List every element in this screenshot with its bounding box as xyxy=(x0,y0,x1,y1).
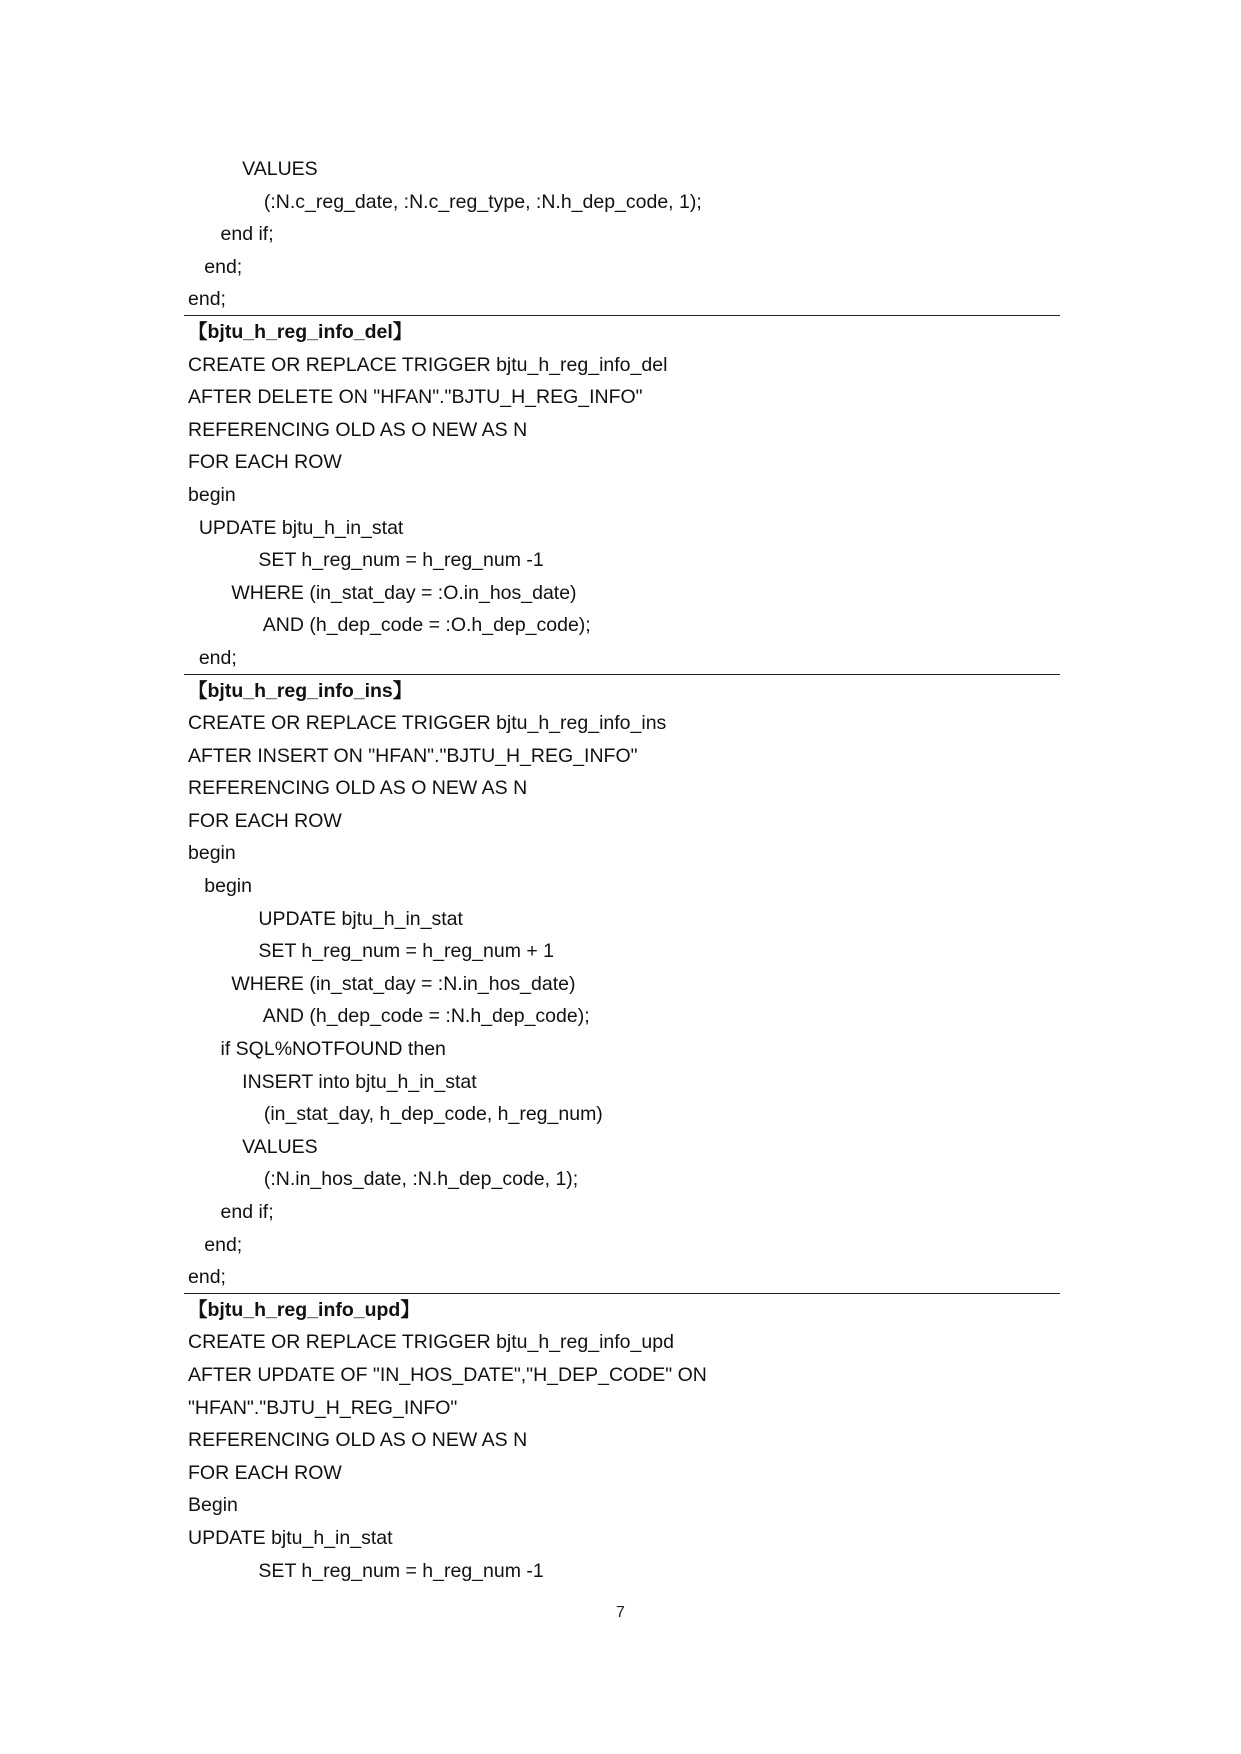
code-line: (:N.in_hos_date, :N.h_dep_code, 1); xyxy=(188,1168,579,1191)
code-line: FOR EACH ROW xyxy=(188,1461,342,1484)
trigger-heading: 【bjtu_h_reg_info_ins】 xyxy=(188,679,413,702)
page-number: 7 xyxy=(616,1604,625,1621)
code-line: end if; xyxy=(188,223,274,246)
code-listing xyxy=(188,153,1060,1587)
code-line: CREATE OR REPLACE TRIGGER bjtu_h_reg_info_ins xyxy=(188,712,667,735)
code-line: Begin xyxy=(188,1494,238,1517)
code-line: FOR EACH ROW xyxy=(188,809,342,832)
code-line: begin xyxy=(188,483,236,506)
code-line: UPDATE bjtu_h_in_stat xyxy=(188,516,404,539)
code-line: VALUES xyxy=(188,1135,318,1158)
code-line: begin xyxy=(188,875,252,898)
code-line: FOR EACH ROW xyxy=(188,451,342,474)
code-line: end if; xyxy=(188,1201,274,1223)
code-line: AND (h_dep_code = :N.h_dep_code); xyxy=(188,1005,590,1028)
code-line: end; xyxy=(188,288,226,311)
code-line: CREATE OR REPLACE TRIGGER bjtu_h_reg_info_upd xyxy=(188,1331,674,1354)
code-line: (in_stat_day, h_dep_code, h_reg_num) xyxy=(188,1103,603,1126)
code-line: SET h_reg_num = h_reg_num -1 xyxy=(188,549,544,572)
code-line: end; xyxy=(188,1233,243,1256)
code-line: (:N.c_reg_date, :N.c_reg_type, :N.h_dep_code, 1); xyxy=(188,190,702,213)
trigger-heading: 【bjtu_h_reg_info_del】 xyxy=(188,320,413,343)
code-line: WHERE (in_stat_day = :O.in_hos_date) xyxy=(188,581,577,604)
code-line: REFERENCING OLD AS O NEW AS N xyxy=(188,418,528,441)
code-line: CREATE OR REPLACE TRIGGER bjtu_h_reg_info_del xyxy=(188,353,668,376)
code-line: INSERT into bjtu_h_in_stat xyxy=(188,1070,477,1093)
code-line: UPDATE bjtu_h_in_stat xyxy=(188,1526,393,1549)
code-line: begin xyxy=(188,842,236,865)
code-line: WHERE (in_stat_day = :N.in_hos_date) xyxy=(188,972,576,995)
code-line: AFTER UPDATE OF "IN_HOS_DATE","H_DEP_CODE" ON xyxy=(188,1363,707,1386)
code-line: VALUES xyxy=(188,158,318,180)
code-line: if SQL%NOTFOUND then xyxy=(188,1038,446,1061)
code-line: REFERENCING OLD AS O NEW AS N xyxy=(188,777,528,800)
code-line: "HFAN"."BJTU_H_REG_INFO" xyxy=(188,1396,458,1419)
code-line: AFTER DELETE ON "HFAN"."BJTU_H_REG_INFO" xyxy=(188,386,643,409)
code-line: end; xyxy=(188,646,237,669)
trigger-heading: 【bjtu_h_reg_info_upd】 xyxy=(188,1298,420,1321)
code-line: SET h_reg_num = h_reg_num + 1 xyxy=(188,940,555,963)
code-line: REFERENCING OLD AS O NEW AS N xyxy=(188,1429,528,1452)
code-line: SET h_reg_num = h_reg_num -1 xyxy=(188,1559,544,1582)
code-line: end; xyxy=(188,1266,226,1289)
code-line: AND (h_dep_code = :O.h_dep_code); xyxy=(188,614,591,637)
code-line: AFTER INSERT ON "HFAN"."BJTU_H_REG_INFO" xyxy=(188,744,638,767)
code-line: UPDATE bjtu_h_in_stat xyxy=(188,907,463,930)
code-line: end; xyxy=(188,255,243,278)
